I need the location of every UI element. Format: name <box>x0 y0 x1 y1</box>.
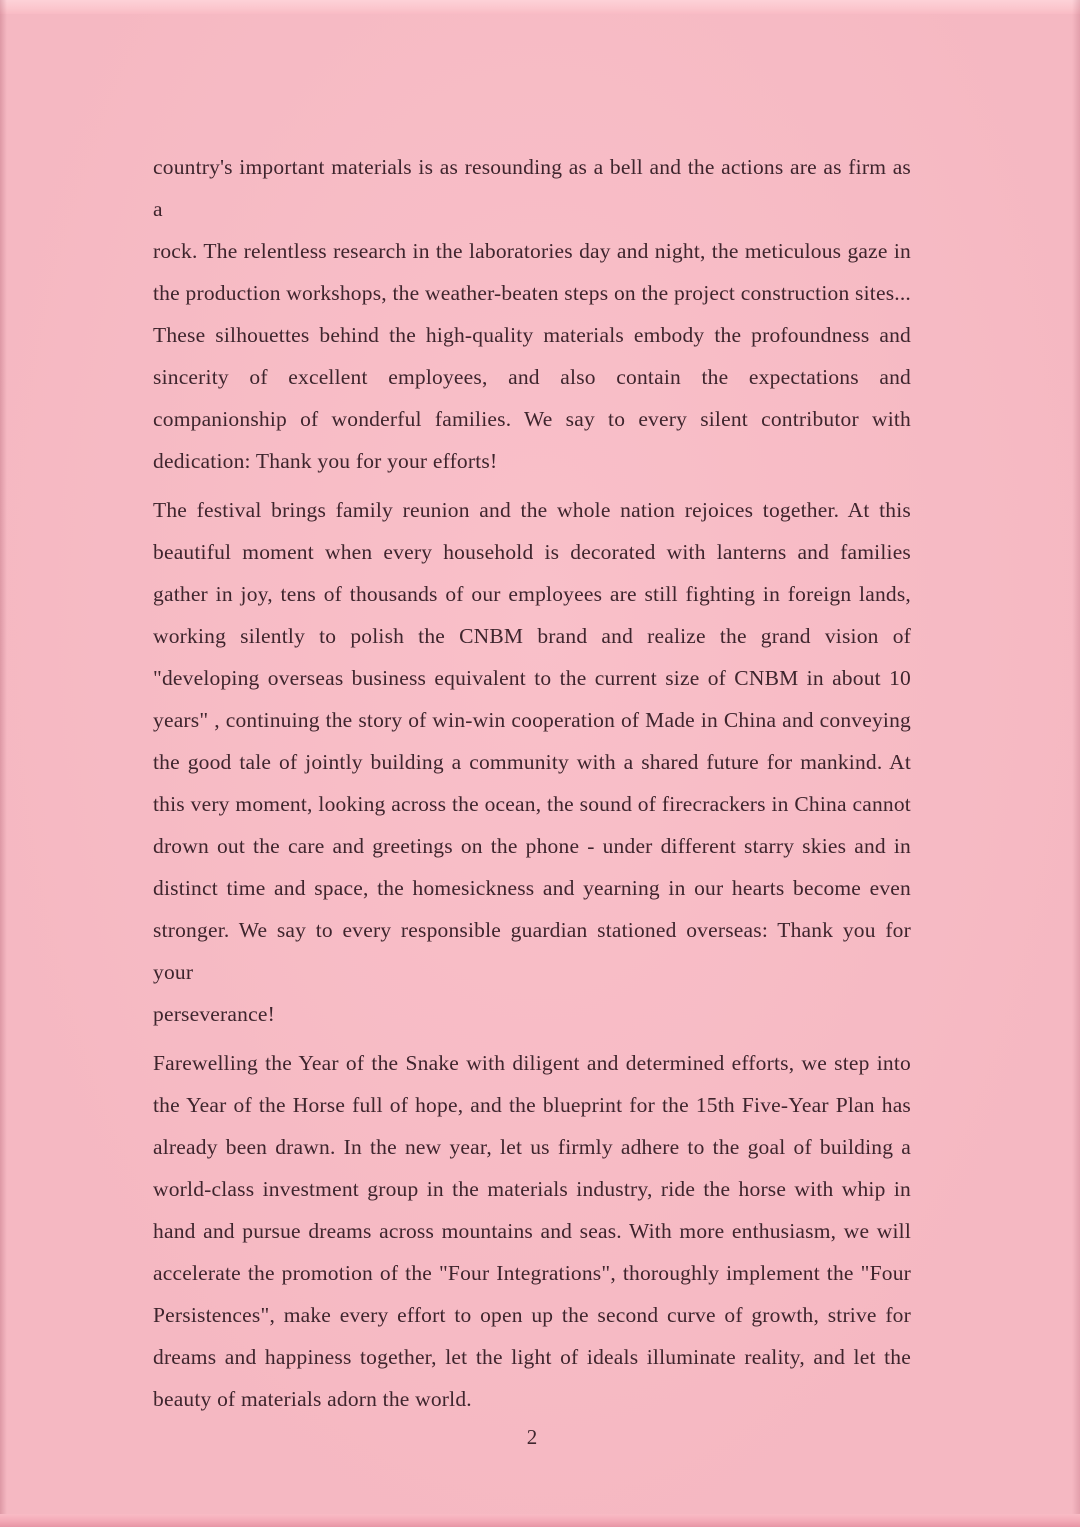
text-line: dreams and happiness together, let the light of ideals illuminate reality, and let the <box>153 1345 911 1369</box>
text-line: accelerate the promotion of the "Four Integrations", thoroughly implement the "Four <box>153 1261 911 1285</box>
text-line: Persistences", make every effort to open up the second curve of growth, strive for <box>153 1303 911 1327</box>
text-line: sincerity of excellent employees, and also contain the expectations and <box>153 365 911 389</box>
text-line: perseverance! <box>153 1002 275 1026</box>
text-line: beautiful moment when every household is decorated with lanterns and families <box>153 540 911 564</box>
text-line: "developing overseas business equivalent to the current size of CNBM in about 10 <box>153 666 911 690</box>
text-line: These silhouettes behind the high-quality materials embody the profoundness and <box>153 323 911 347</box>
text-line: world-class investment group in the materials industry, ride the horse with whip in <box>153 1177 911 1201</box>
text-line: rock. The relentless research in the laboratories day and night, the meticulous gaze in <box>153 239 911 263</box>
text-line: stronger. We say to every responsible guardian stationed overseas: Thank you for your <box>153 918 911 984</box>
paper-right-edge <box>1072 0 1080 1527</box>
text-line: dedication: Thank you for your efforts! <box>153 449 498 473</box>
text-line: working silently to polish the CNBM brand and realize the grand vision of <box>153 624 911 648</box>
page-number: 2 <box>526 1425 538 1449</box>
paragraph-1 <box>153 146 911 482</box>
text-line: country's important materials is as resounding as a bell and the actions are as firm as a <box>153 155 911 221</box>
text-line: The festival brings family reunion and the whole nation rejoices together. At this <box>153 498 911 522</box>
paper-left-edge <box>0 0 7 1527</box>
paper-bottom-edge <box>0 1514 1080 1527</box>
text-line: distinct time and space, the homesickness and yearning in our hearts become even <box>153 876 911 900</box>
text-line: the Year of the Horse full of hope, and the blueprint for the 15th Five-Year Plan has <box>153 1093 911 1117</box>
paper-top-edge <box>0 0 1080 14</box>
text-line: years" , continuing the story of win-win cooperation of Made in China and conveying <box>153 708 911 732</box>
text-line: the production workshops, the weather-beaten steps on the project construction sites... <box>153 281 911 305</box>
text-line: the good tale of jointly building a community with a shared future for mankind. At <box>153 750 911 774</box>
text-line: drown out the care and greetings on the phone - under different starry skies and in <box>153 834 911 858</box>
text-line: beauty of materials adorn the world. <box>153 1387 472 1411</box>
text-line: this very moment, looking across the ocean, the sound of firecrackers in China cannot <box>153 792 911 816</box>
text-line: hand and pursue dreams across mountains and seas. With more enthusiasm, we will <box>153 1219 911 1243</box>
text-line: Farewelling the Year of the Snake with diligent and determined efforts, we step into <box>153 1051 911 1075</box>
paragraph-2 <box>153 489 911 1035</box>
text-line: gather in joy, tens of thousands of our employees are still fighting in foreign lands, <box>153 582 911 606</box>
paragraph-3 <box>153 1042 911 1420</box>
text-line: already been drawn. In the new year, let us firmly adhere to the goal of building a <box>153 1135 911 1159</box>
text-line: companionship of wonderful families. We say to every silent contributor with <box>153 407 911 431</box>
document-body <box>153 146 911 1427</box>
